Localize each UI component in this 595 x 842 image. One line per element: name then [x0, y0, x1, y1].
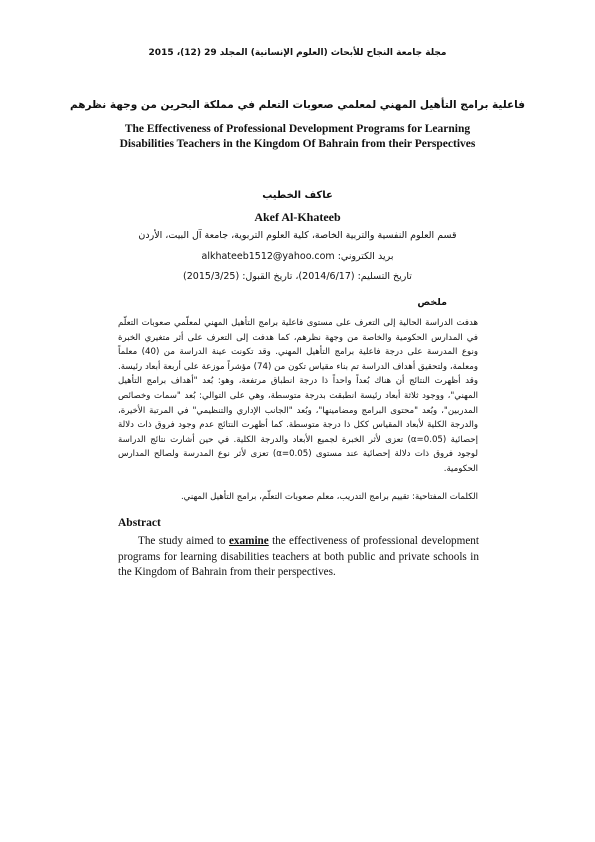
email-label: بريد الكتروني: [337, 251, 394, 262]
author-name-english: Akef Al-Khateeb [254, 210, 341, 224]
email-address[interactable]: alkhateeb1512@yahoo.com [201, 251, 335, 262]
email-line [60, 251, 535, 262]
author-name-arabic: عاكف الخطيب [262, 190, 333, 201]
english-abstract-heading: Abstract [118, 517, 161, 529]
journal-header: مجلة جامعة النجاح للأبحاث (العلوم الإنسانية) المجلد 29 (12)، 2015 [148, 48, 447, 58]
author-affiliation: قسم العلوم النفسية والتربية الخاصة، كلية العلوم التربوية، جامعة آل البيت، الأردن [138, 230, 457, 241]
abstract-emphasized-word: examine [228, 535, 269, 547]
arabic-keywords: الكلمات المفتاحية: تقييم برامج التدريب، معلم صعوبات التعلّم، برامج التأهيل المهني. [180, 492, 478, 502]
arabic-title: فاعلية برامج التأهيل المهني لمعلمي صعوبات التعلم في مملكة البحرين من وجهة نظرهم [70, 99, 525, 111]
english-abstract-body [118, 534, 479, 581]
english-title: The Effectiveness of Professional Development Programs for Learning Disabilities Teachers in the Kingdom Of Bahrain from their Perspectives [119, 123, 476, 150]
submission-dates: تاريخ التسليم: (2014/6/17)، تاريخ القبول: (2015/3/25) [183, 271, 412, 282]
abstract-text-rest: the effectiveness of professional development programs for learning disabilities teachers at both public and private schools in the Kingdom of Bahrain from their perspectives. [118, 535, 479, 578]
abstract-text-start: The study aimed to [138, 535, 229, 547]
arabic-abstract-heading: ملخص [417, 297, 447, 308]
arabic-abstract-body: هدفت الدراسة الحالية إلى التعرف على مستوى فاعلية برامج التأهيل المهني لمعلّمي صعوبات التعلّم في المدارس الحكومية والخاصة من وجهة نظرهم، كما هدفت إلى التعرف على أثر متغيري الخبرة ونوع المدرسة على درجة فاعلية برامج التأهيل المهني. وقد تكونت عينة الدراسة من (40) معلماً ومعلمة، ولتحقيق أهداف الدراسة تم بناء مقياس تكون من (74) مؤشراً موزعة على أربعة أبعاد رئيسة. وقد أظهرت النتائج أن هناك بُعداً واحداً ذا درجة انطباق مرتفعة، وهو: بُعد "أهداف برامج التأهيل المهني"، ووجود ثلاثة أبعاد رئيسة انطبقت بدرجة متوسطة، وهي على التوالي: بُعد "سمات وخصائص المدربين"، وبُعد "محتوى البرامج ومضامينها"، وبُعد "الجانب الإداري والتنظيمي" في المرتبة الأخيرة، والدرجة الكلية لأبعاد المقياس ككل ذا درجة متوسطة. كما أظهرت النتائج عدم وجود فروق ذات دلالة إحصائية (α=0.05) تعزى لأثر الخبرة لجميع الأبعاد والدرجة الكلية. في حين أشارت نتائج الدراسة لوجود فروق ذات دلالة إحصائية عند مستوى (α=0.05) تعزى لأثر نوع المدرسة ولصالح المدارس الحكومية. [118, 318, 479, 474]
